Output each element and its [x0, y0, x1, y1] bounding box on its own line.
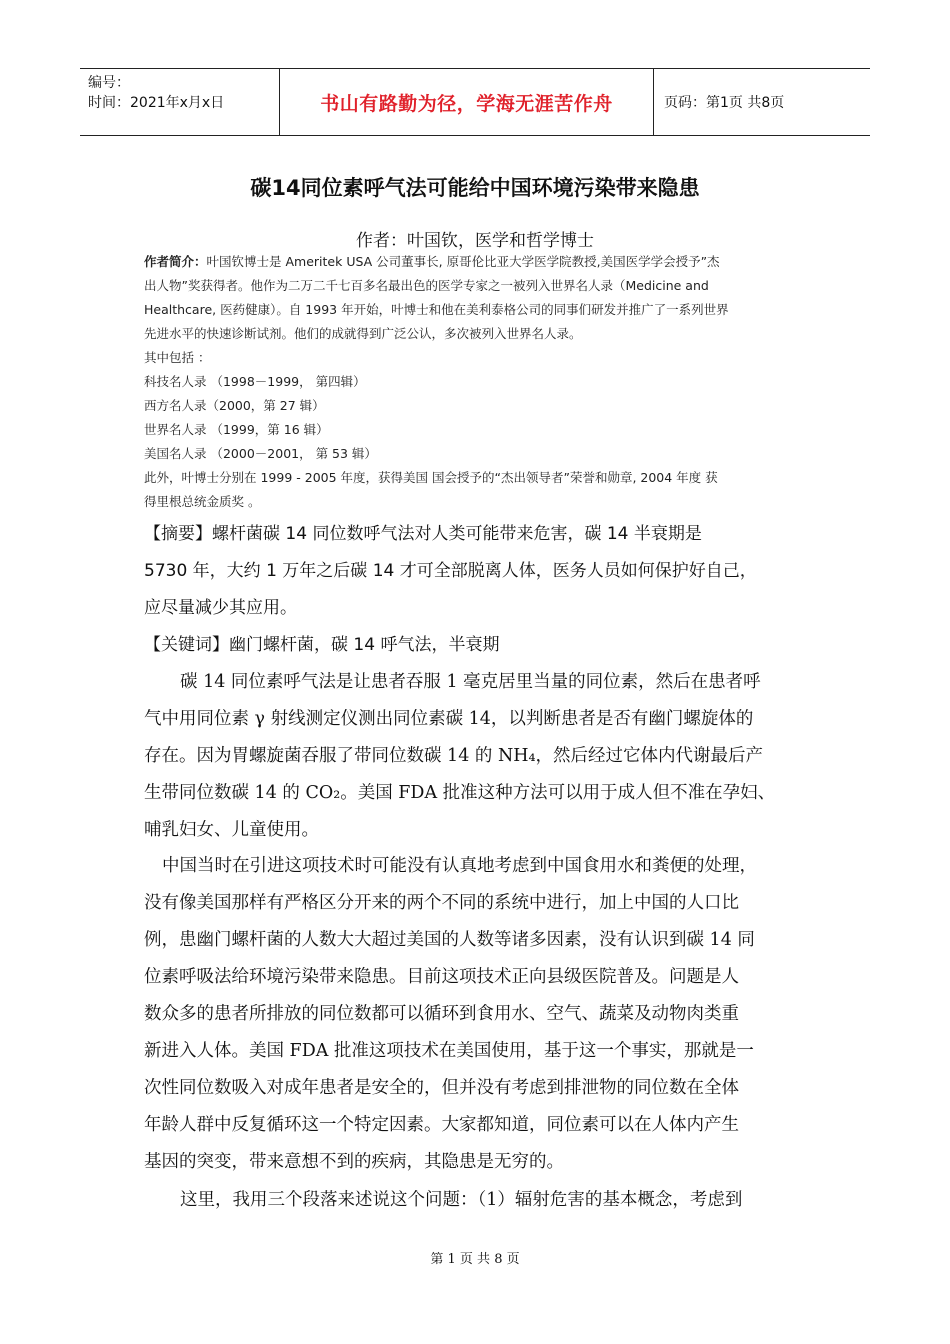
paragraph-line: 存在。因为胃螺旋菌吞服了带同位数碳 14 的 NH₄，然后经过它体内代谢最后产: [144, 746, 764, 766]
paragraph-3: [144, 1182, 812, 1219]
header-motto: 书山有路勤为径，学海无涯苦作舟: [280, 69, 654, 135]
paragraph-line: 这里，我用三个段落来述说这个问题：（1）辐射危害的基本概念，考虑到: [180, 1190, 743, 1210]
paragraph-line: 碳 14 同位素呼气法是让患者吞服 1 毫克居里当量的同位素，然后在患者呼: [180, 672, 761, 692]
author-line: 作者：叶国钦，医学和哲学博士: [356, 231, 594, 251]
paragraph-line: 生带同位数碳 14 的 CO₂。美国 FDA 批准这种方法可以用于成人但不准在孕妇、: [144, 783, 776, 803]
intro-line: 科技名人录 （1998－1999， 第四辑）: [144, 374, 366, 389]
paragraph-line: 位素呼吸法给环境污染带来隐患。目前这项技术正向县级医院普及。问题是人: [144, 967, 739, 987]
abstract-line: 5730 年，大约 1 万年之后碳 14 才可全部脱离人体，医务人员如何保护好自己，: [144, 561, 757, 581]
intro-line: 美国名人录 （2000－2001， 第 53 辑）: [144, 446, 377, 461]
intro-line: 出人物”奖获得者。他作为二万二千七百多名最出色的医学专家之一被列入世界名人录（Medicine and: [144, 278, 709, 293]
intro-line: 此外，叶博士分别在 1999 - 2005 年度，获得美国 国会授予的“杰出领导者”荣誉和勋章, 2004 年度 获: [144, 470, 718, 485]
author-intro: [144, 250, 812, 514]
paragraph-line: 次性同位数吸入对成年患者是安全的，但并没有考虑到排泄物的同位数在全体: [144, 1078, 739, 1098]
time-label: 时间：2021年x月x日: [88, 95, 225, 111]
paragraph-line: 数众多的患者所排放的同位数都可以循环到食用水、空气、蔬菜及动物肉类重: [144, 1004, 739, 1024]
page-header: [80, 68, 870, 136]
intro-label: 作者简介：: [144, 254, 207, 269]
abstract-line: 【摘要】螺杆菌碳 14 同位数呼气法对人类可能带来危害，碳 14 半衰期是: [144, 524, 702, 544]
number-label: 编号：: [88, 75, 130, 91]
header-meta: [80, 69, 280, 135]
intro-line: 西方名人录（2000，第 27 辑）: [144, 398, 325, 413]
paragraph-1: [144, 664, 812, 849]
header-page-info: 页码：第1页 共8页: [664, 95, 785, 111]
paragraph-line: 中国当时在引进这项技术时可能没有认真地考虑到中国食用水和粪便的处理，: [162, 856, 757, 876]
paragraph-line: 新进入人体。美国 FDA 批准这项技术在美国使用，基于这一个事实，那就是一: [144, 1041, 754, 1061]
paragraph-line: 气中用同位素 γ 射线测定仪测出同位素碳 14，以判断患者是否有幽门螺旋体的: [144, 709, 754, 729]
intro-line: 先进水平的快速诊断试剂。他们的成就得到广泛公认，多次被列入世界名人录。: [144, 326, 582, 341]
paragraph-2: [144, 848, 812, 1181]
paragraph-line: 例，患幽门螺杆菌的人数大大超过美国的人数等诸多因素，没有认识到碳 14 同: [144, 930, 755, 950]
intro-line: Healthcare, 医药健康）。自 1993 年开始，叶博士和他在美利泰格公司的同事们研发并推广了一系列世界: [144, 302, 729, 317]
intro-line: 得里根总统金质奖 。: [144, 494, 261, 509]
document-title: 碳14同位素呼气法可能给中国环境污染带来隐患: [250, 176, 700, 200]
intro-line: 世界名人录 （1999，第 16 辑）: [144, 422, 329, 437]
abstract-line: 应尽量减少其应用。: [144, 598, 297, 618]
paragraph-line: 没有像美国那样有严格区分开来的两个不同的系统中进行，加上中国的人口比: [144, 893, 739, 913]
keywords-line: 【关键词】幽门螺杆菌，碳 14 呼气法，半衰期: [144, 635, 500, 655]
paragraph-line: 年龄人群中反复循环这一个特定因素。大家都知道，同位素可以在人体内产生: [144, 1115, 739, 1135]
intro-line: 作者简介：叶国钦博士是 Ameritek USA 公司董事长, 原哥伦比亚大学医学院教授,美国医学学会授予”杰: [144, 254, 720, 269]
intro-line: 其中包括 ：: [144, 350, 211, 365]
paragraph-line: 基因的突变，带来意想不到的疾病，其隐患是无穷的。: [144, 1152, 564, 1172]
abstract-section: [144, 516, 812, 664]
page-footer: 第 1 页 共 8 页: [430, 1252, 520, 1267]
paragraph-line: 哺乳妇女、儿童使用。: [144, 820, 319, 840]
